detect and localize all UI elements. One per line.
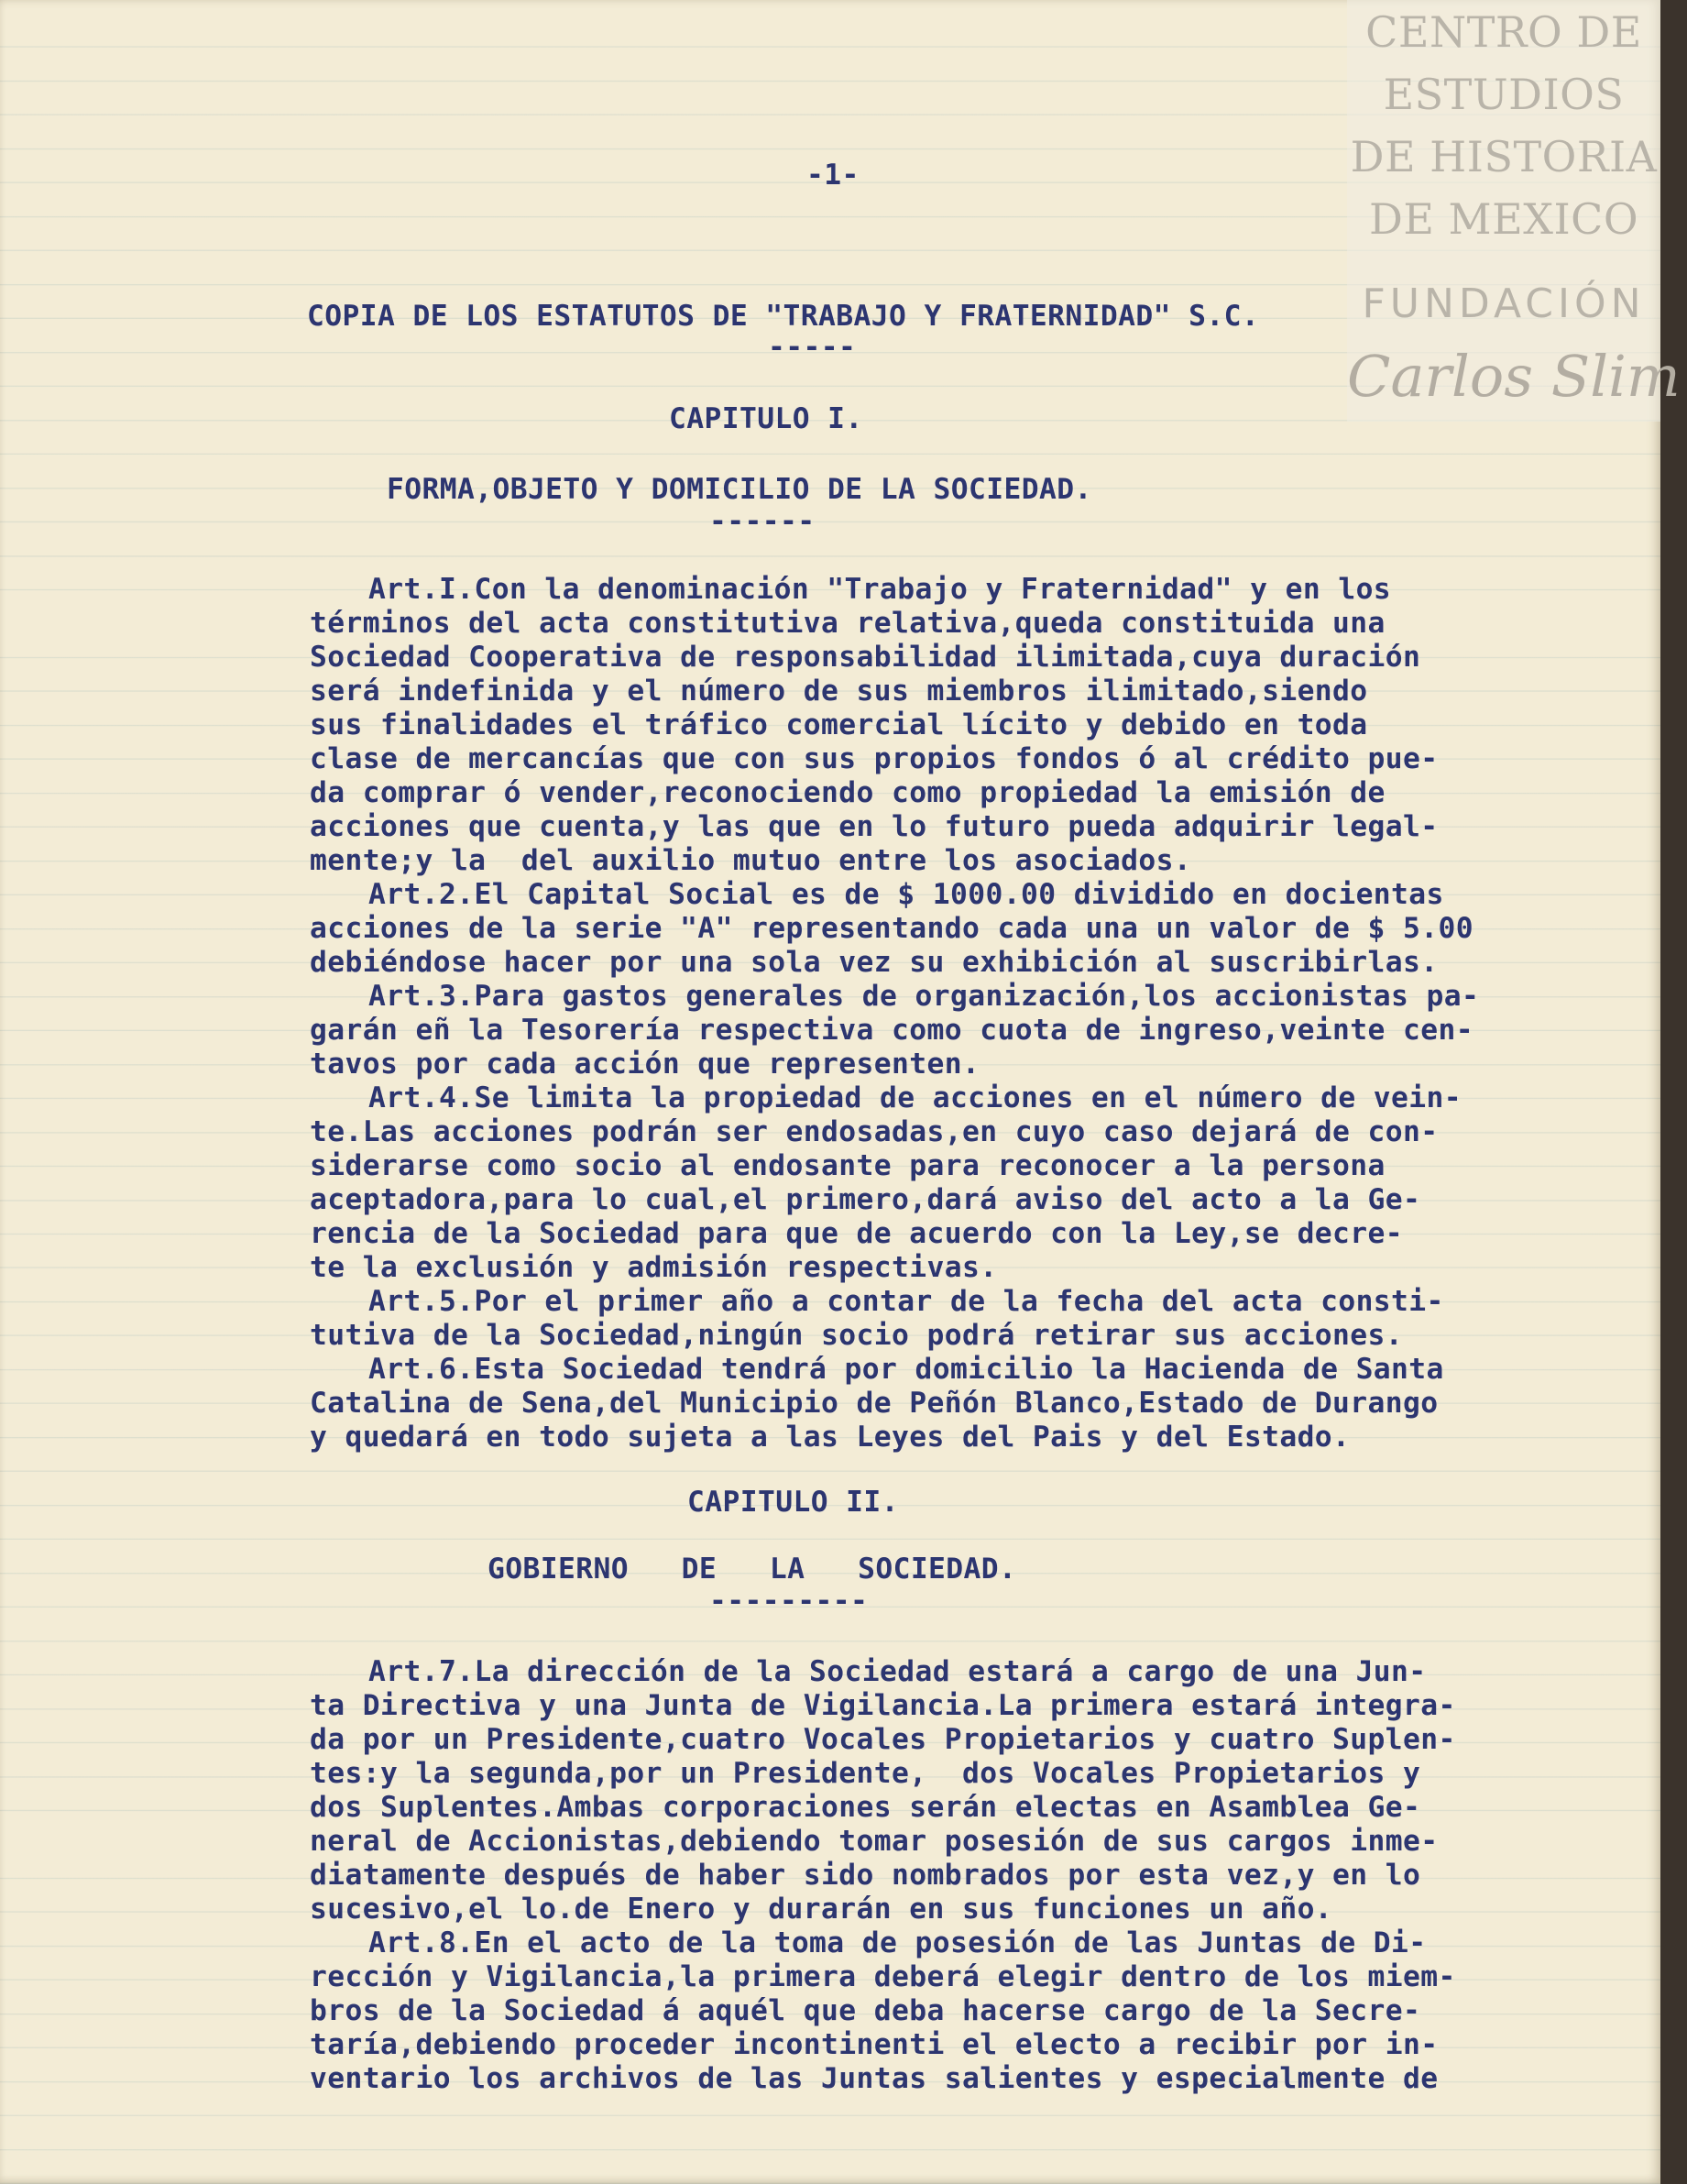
text-line: ta Directiva y una Junta de Vigilancia.La primera estará integra- [310, 1689, 1456, 1722]
text-line: garán eñ la Tesorería respectiva como cuota de ingreso,veinte cen- [310, 1014, 1473, 1047]
text-line: diatamente después de haber sido nombrados por esta vez,y en lo [310, 1859, 1421, 1892]
text-line: Art.4.Se limita la propiedad de acciones en el número de vein- [368, 1081, 1462, 1114]
watermark-line: DE HISTORIA [1350, 132, 1658, 181]
archive-watermark [1347, 0, 1681, 422]
document-title: COPIA DE LOS ESTATUTOS DE "TRABAJO Y FRATERNIDAD" S.C. [307, 300, 1260, 333]
text-line: Art.2.El Capital Social es de $ 1000.00 dividido en docientas [368, 878, 1444, 911]
watermark-foundation: FUNDACIÓN [1362, 280, 1646, 327]
text-line: rencia de la Sociedad para que de acuerdo con la Ley,se decre- [310, 1217, 1404, 1250]
text-line: acciones que cuenta,y las que en lo futuro pueda adquirir legal- [310, 810, 1439, 843]
text-line: siderarse como socio al endosante para reconocer a la persona [310, 1149, 1386, 1182]
text-line: Catalina de Sena,del Municipio de Peñón Blanco,Estado de Durango [310, 1387, 1439, 1420]
text-line: y quedará en todo sujeta a las Leyes del Pais y del Estado. [310, 1421, 1351, 1454]
text-line: Art.I.Con la denominación "Trabajo y Fraternidad" y en los [368, 573, 1392, 606]
text-line: tes:y la segunda,por un Presidente, dos Vocales Propietarios y [310, 1757, 1421, 1790]
text-line: tavos por cada acción que representen. [310, 1048, 980, 1081]
text-line: aceptadora,para lo cual,el primero,dará aviso del acto a la Ge- [310, 1183, 1421, 1216]
watermark-line: DE MEXICO [1368, 194, 1639, 244]
text-line: sucesivo,el lo.de Enero y durarán en sus funciones un año. [310, 1893, 1333, 1926]
text-line: debiéndose hacer por una sola vez su exhibición al suscribirlas. [310, 946, 1439, 979]
watermark-line: ESTUDIOS [1383, 70, 1625, 119]
text-line: bros de la Sociedad á aquél que deba hacerse cargo de la Secre- [310, 1994, 1421, 2027]
text-line: Art.8.En el acto de la toma de posesión de las Juntas de Di- [368, 1926, 1427, 1959]
text-line: Art.6.Esta Sociedad tendrá por domicilio la Hacienda de Santa [368, 1353, 1444, 1386]
text-line: tutiva de la Sociedad,ningún socio podrá retirar sus acciones. [310, 1319, 1404, 1352]
text-line: será indefinida y el número de sus miembros ilimitado,siendo [310, 675, 1368, 708]
text-line: rección y Vigilancia,la primera deberá elegir dentro de los miem- [310, 1960, 1456, 1993]
text-line: clase de mercancías que con sus propios fondos ó al crédito pue- [310, 742, 1439, 775]
text-line: Sociedad Cooperativa de responsabilidad ilimitada,cuya duración [310, 641, 1421, 674]
chapter-2-rule: --------- [709, 1585, 869, 1618]
text-line: te.Las acciones podrán ser endosadas,en cuyo caso dejará de con- [310, 1115, 1439, 1148]
text-line: te la exclusión y admisión respectivas. [310, 1251, 998, 1284]
watermark-line: CENTRO DE [1365, 7, 1642, 57]
text-line: Art.3.Para gastos generales de organización,los accionistas pa- [368, 980, 1480, 1013]
page-number: -1- [806, 159, 860, 192]
watermark-signature: Carlos Slim [1347, 343, 1681, 410]
text-line: Art.7.La dirección de la Sociedad estará a cargo de una Jun- [368, 1655, 1427, 1688]
text-line: taría,debiendo proceder incontinenti el electo a recibir por in- [310, 2028, 1439, 2061]
text-line: dos Suplentes.Ambas corporaciones serán electas en Asamblea Ge- [310, 1791, 1421, 1824]
text-line: términos del acta constitutiva relativa,queda constituida una [310, 607, 1386, 640]
chapter-2-heading: CAPITULO II. [687, 1486, 899, 1519]
text-line: da por un Presidente,cuatro Vocales Propietarios y cuatro Suplen- [310, 1723, 1456, 1756]
title-rule: ----- [768, 331, 857, 364]
chapter-1-rule: ------ [709, 505, 816, 538]
chapter-1-subheading: FORMA,OBJETO Y DOMICILIO DE LA SOCIEDAD. [387, 473, 1092, 506]
text-line: ventario los archivos de las Juntas salientes y especialmente de [310, 2062, 1439, 2095]
chapter-1-heading: CAPITULO I. [669, 402, 863, 435]
text-line: acciones de la serie "A" representando cada una un valor de $ 5.00 [310, 912, 1473, 945]
text-line: mente;y la del auxilio mutuo entre los asociados. [310, 844, 1192, 877]
text-line: neral de Accionistas,debiendo tomar posesión de sus cargos inme- [310, 1825, 1439, 1858]
text-line: Art.5.Por el primer año a contar de la fecha del acta consti- [368, 1285, 1444, 1318]
text-line: sus finalidades el tráfico comercial lícito y debido en toda [310, 708, 1368, 741]
text-line: da comprar ó vender,reconociendo como propiedad la emisión de [310, 776, 1386, 809]
chapter-2-subheading: GOBIERNO DE LA SOCIEDAD. [487, 1553, 1017, 1586]
